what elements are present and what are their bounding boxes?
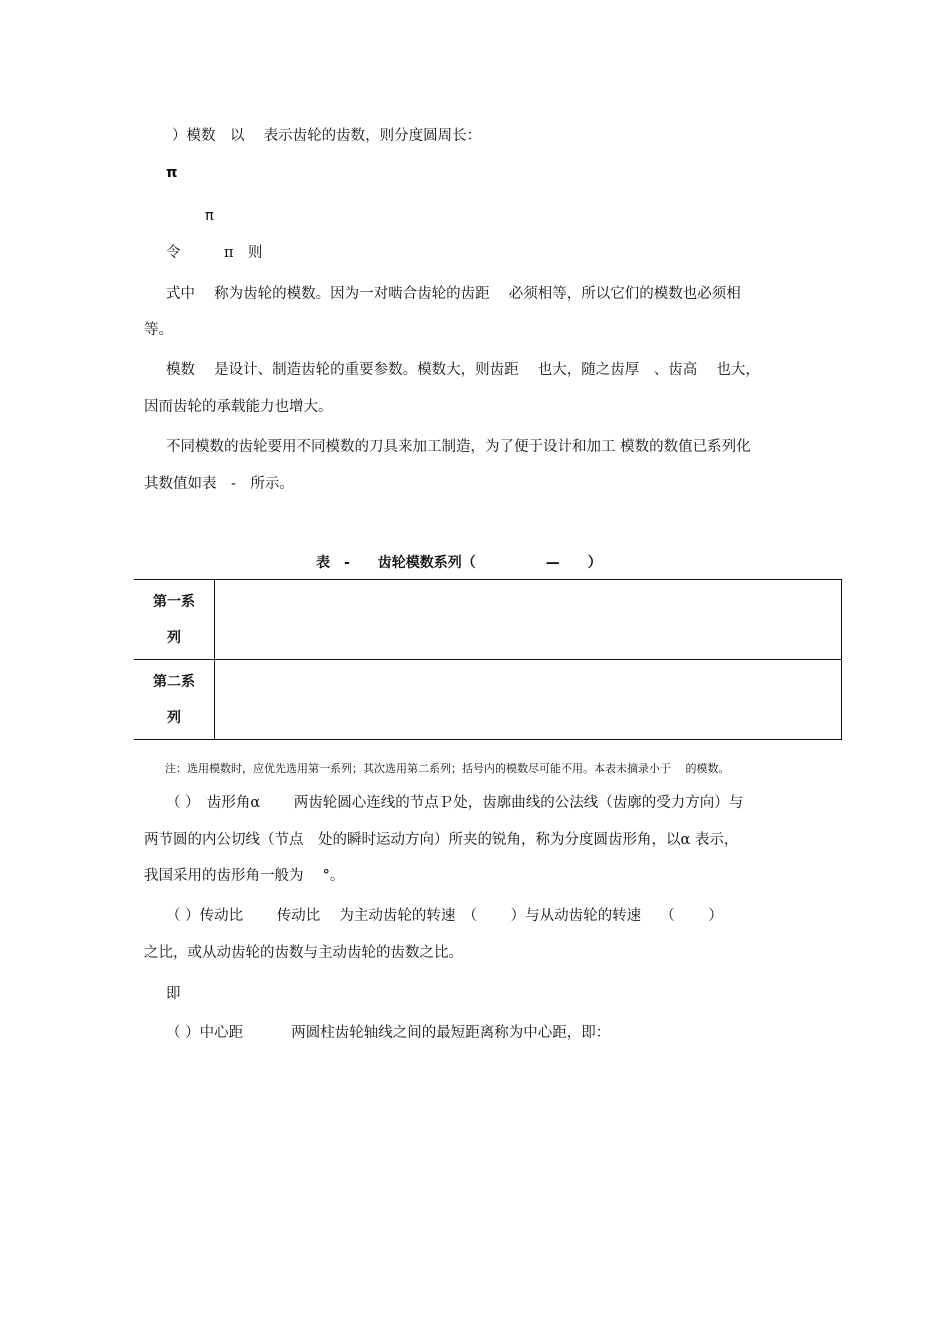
paragraph-module-importance: 模数 是设计、制造齿轮的重要参数。模数大，则齿距 也大，随之齿厚 、齿高 也大， — [166, 362, 760, 378]
section-pressure-angle: （ ） 齿形角α 两齿轮圆心连线的节点Ｐ处，齿廓曲线的公法线（齿廓的受力方向）与 — [166, 795, 744, 811]
paragraph-module-definition-cont: 等。 — [144, 322, 173, 338]
row-label-line: 列 — [167, 709, 181, 726]
section-transmission-ratio-formula: 即 — [166, 986, 181, 1002]
first-series-values — [215, 580, 842, 660]
table-row — [134, 660, 842, 740]
section-pressure-angle-cont1: 两节圆的内公切线（节点 处的瞬时运动方向）所夹的锐角，称为分度圆齿形角，以α 表示， — [144, 832, 739, 848]
paragraph-module-intro: ）模数 以 表示齿轮的齿数，则分度圆周长： — [172, 128, 482, 144]
row-label-line: 第二系 — [153, 673, 195, 690]
second-series-values — [215, 660, 842, 740]
section-pressure-angle-cont2: 我国采用的齿形角一般为 °。 — [144, 868, 345, 884]
module-series-table — [134, 579, 842, 740]
table-note: 注：选用模数时，应优先选用第一系列；其次选用第二系列；括号内的模数尽可能不用。本表未摘录小于 的模数。 — [165, 762, 730, 775]
formula-pi-1: π — [166, 165, 178, 181]
paragraph-module-definition: 式中 称为齿轮的模数。因为一对啮合齿轮的齿距 必须相等，所以它们的模数也必须相 — [166, 286, 741, 302]
row-label-line: 列 — [167, 629, 181, 646]
paragraph-module-importance-cont: 因而齿轮的承载能力也增大。 — [144, 399, 333, 415]
section-center-distance: （ ）中心距 两圆柱齿轮轴线之间的最短距离称为中心距，即： — [166, 1025, 611, 1041]
table-caption: 表 - 齿轮模数系列（ — ） — [316, 555, 602, 571]
section-transmission-ratio-cont: 之比，或从动齿轮的齿数与主动齿轮的齿数之比。 — [144, 945, 463, 961]
formula-let: 令 π 则 — [166, 245, 263, 261]
row-label-line: 第一系 — [153, 593, 195, 610]
table-row — [134, 580, 842, 660]
row-label-second-series — [134, 660, 215, 740]
row-label-first-series — [134, 580, 215, 660]
paragraph-module-series-cont: 其数值如表 - 所示。 — [144, 476, 294, 492]
paragraph-module-series: 不同模数的齿轮要用不同模数的刀具来加工制造，为了便于设计和加工 模数的数值已系列化 — [166, 439, 751, 455]
formula-pi-2: π — [205, 208, 214, 224]
section-transmission-ratio: （ ）传动比 传动比 为主动齿轮的转速 （ ）与从动齿轮的转速 （ ） — [166, 908, 723, 924]
